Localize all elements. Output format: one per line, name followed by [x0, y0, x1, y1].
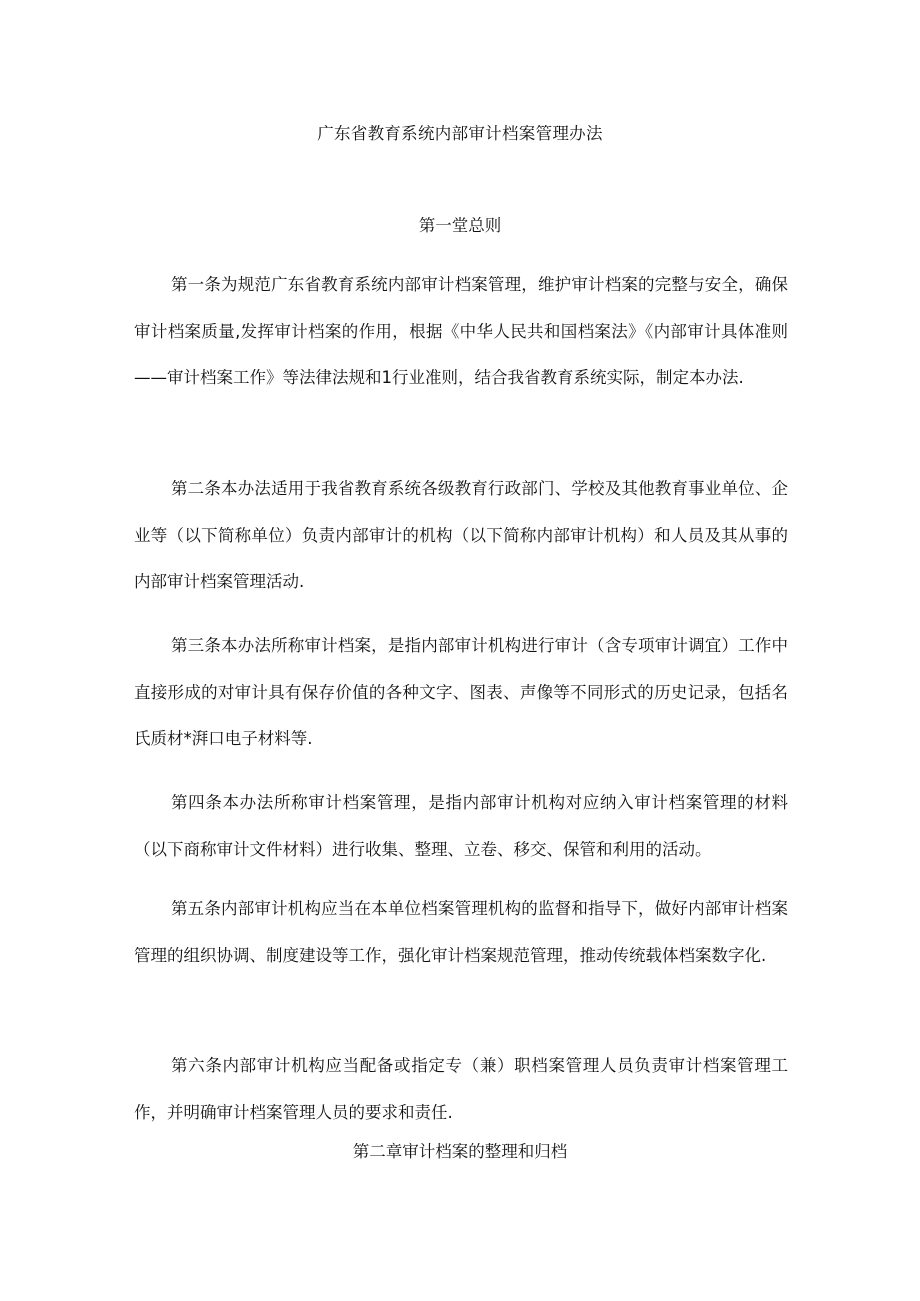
article-6: 第六条内部审计机构应当配备或指定专（兼）职档案管理人员负责审计档案管理工作，并明确审计档案管理人员的要求和责任.: [134, 1056, 788, 1122]
document-title: 广东省教育系统内部审计档案管理办法: [317, 124, 603, 143]
chapter-heading-organization-and-filing: 第二章审计档案的整理和归档: [352, 1142, 568, 1161]
article-3: 第三条本办法所称审计档案，是指内部审计机构进行审计（含专项审计调宜）工作中直接形成的对审计具有保存价值的各种文字、图表、声像等不同形式的历史记录，包括名氏质材*湃口电子材料等.: [134, 636, 788, 748]
article-1: 第一条为规范广东省教育系统内部审计档案管理，维护审计档案的完整与安全，确保审计档案质量,发挥审计档案的作用，根据《中华人民共和国档案法》《内部审计具体准则——审计档案工作》等法律法规和1行业准则，结合我省教育系统实际，制定本办法.: [134, 275, 788, 387]
article-2: 第二条本办法适用于我省教育系统各级教育行政部门、学校及其他教育事业单位、企业等（以下简称单位）负责内部审计的机构（以下简称内部审计机构）和人员及其从事的内部审计档案管理活动.: [134, 479, 788, 591]
article-5: 第五条内部审计机构应当在本单位档案管理机构的监督和指导下，做好内部审计档案管理的组织协调、制度建设等工作，强化审计档案规范管理，推动传统载体档案数字化.: [134, 899, 788, 965]
chapter-heading-general-provisions: 第一堂总则: [418, 216, 502, 235]
article-4: 第四条本办法所称审计档案管理，是指内部审计机构对应纳入审计档案管理的材料（以下商称审计文件材料）进行收集、整理、立卷、移交、保管和利用的活动。: [134, 793, 788, 859]
